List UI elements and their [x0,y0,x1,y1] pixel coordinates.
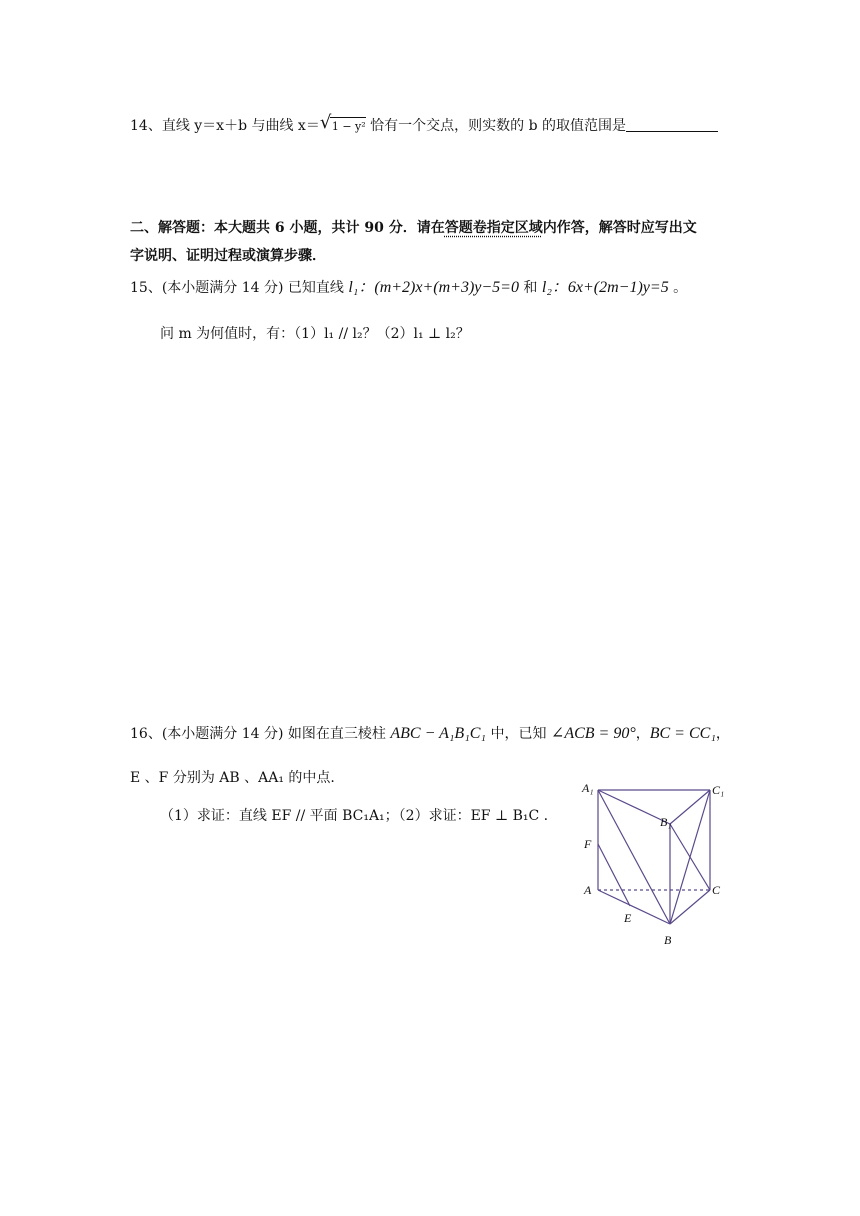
q16-end: ， [715,726,730,742]
q15-question: 问 m 为何值时，有：（1）l₁ // l₂？（2）l₁ ⊥ l₂？ [160,326,470,342]
vertex-label-B: B [664,933,672,947]
section-heading [130,218,697,238]
edge-A1-B [598,790,670,924]
vertex-label-F: F [584,837,592,851]
vertex-label-C: C [712,883,721,897]
q16-angle-condition: ∠ACB = 90° [550,725,636,742]
edge-C1-B [670,790,710,924]
section-heading-part1: 二、解答题：本大题共 6 小题，共计 90 分．请在 [130,220,445,236]
q16-intro: 16、(本小题满分 14 分) 如图在直三棱柱 [130,726,391,742]
edge-F-E [598,844,630,906]
q16-length-condition: BC = CC₁ [649,725,716,742]
vertex-label-A1: A₁ [582,781,594,795]
section-heading-line2: 字说明、证明过程或演算步骤． [130,248,326,264]
q15-end: 。 [668,280,688,296]
section-heading-part2: 内作答，解答时应写出文 [542,220,697,236]
q16-proof-tasks: （1）求证：直线 EF // 平面 BC₁A₁；（2）求证：EF ⊥ B₁C . [160,808,549,824]
q16-sep: ， [635,726,650,742]
vertex-label-B1: B₁ [660,815,672,829]
edge-A-B [598,890,670,924]
q16-prism: ABC − A₁B₁C₁ [390,725,486,742]
q15-and: 和 [518,280,542,296]
q15-line1-equation: l₁：(m+2)x+(m+3)y−5=0 [348,279,519,296]
q16-midpoints: E 、F 分别为 AB 、AA₁ 的中点. [130,770,335,786]
answer-blank[interactable] [626,117,718,132]
vertex-label-C1: C₁ [712,783,725,797]
prism-figure [580,778,740,953]
q14-suffix: 恰有一个交点，则实数的 b 的取值范围是 [365,118,626,134]
q14-radicand: 1 − y² [331,120,366,133]
question-15 [130,278,687,298]
vertex-label-A: A [584,883,592,897]
edge-B1-C1 [670,790,710,824]
sqrt-expression: √ 1 − y² [319,112,366,133]
q14-prefix: 14、直线 y＝x＋b 与曲线 x＝ [130,118,320,134]
question-16 [130,724,730,744]
q15-line2-equation: l₂：6x+(2m−1)y=5 [541,279,669,296]
question-14 [130,112,718,137]
section-heading-emphasis: 答题卷指定区域 [444,220,543,236]
q15-intro: 15、(本小题满分 14 分) 已知直线 [130,280,349,296]
q16-mid: 中，已知 [486,726,551,742]
edge-B-C [670,890,710,924]
vertex-label-E: E [624,911,632,925]
